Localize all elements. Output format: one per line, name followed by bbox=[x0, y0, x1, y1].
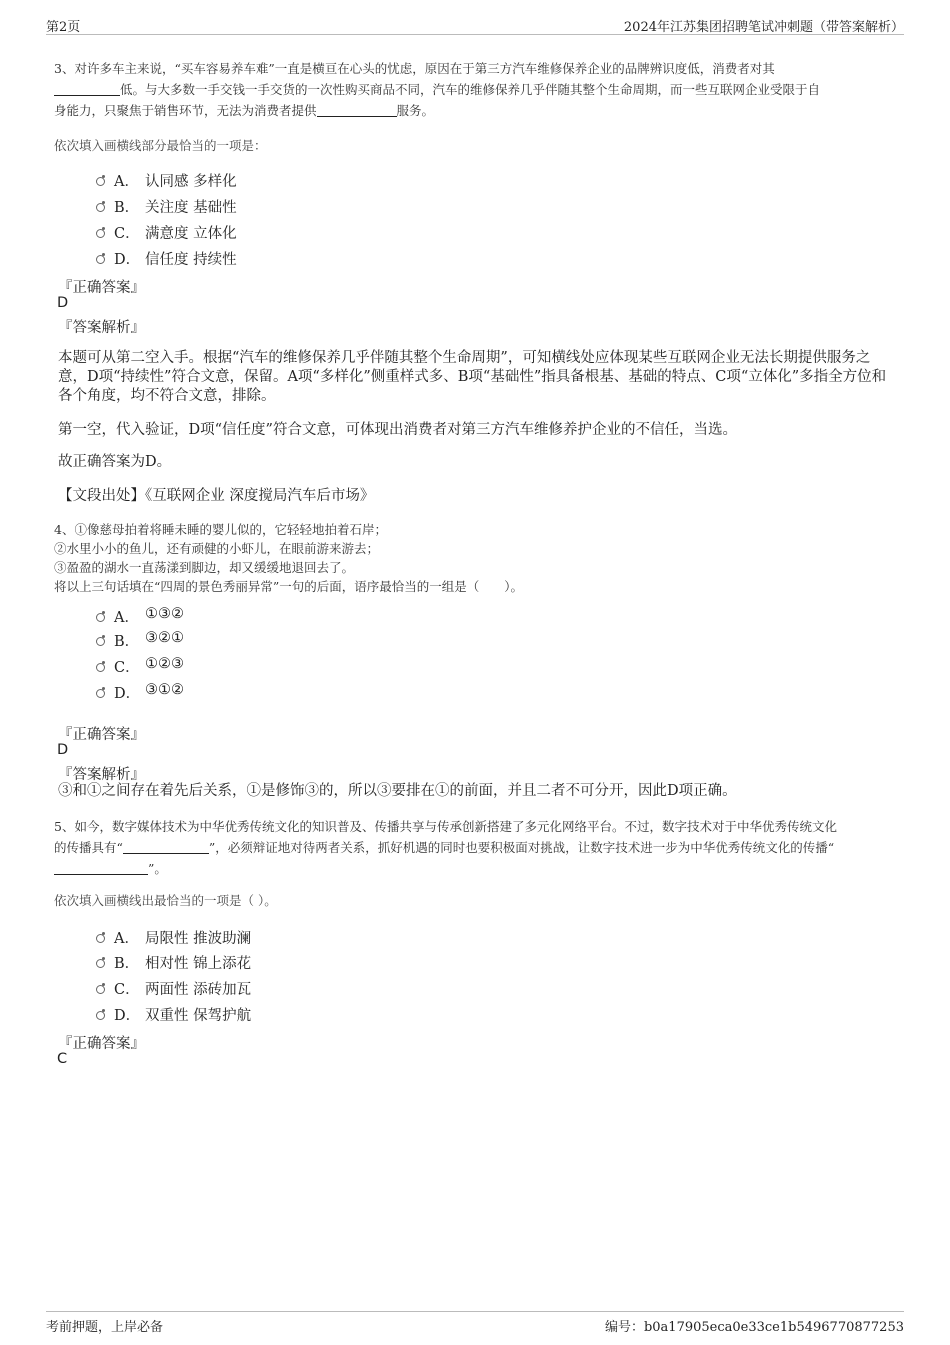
question-3-stem bbox=[54, 58, 894, 121]
question-4-line-3: ③盈盈的湖水一直荡漾到脚边，却又缓缓地退回去了。 bbox=[54, 560, 355, 575]
question-4-analysis: ③和①之间存在着先后关系，①是修饰③的，所以③要排在①的前面，并且二者不可分开，因此D项正确。 bbox=[58, 783, 737, 799]
fill-blank bbox=[123, 839, 209, 854]
question-3-source: 【文段出处】《互联网企业 深度搅局汽车后市场》 bbox=[58, 488, 375, 504]
question-3-answer-label: 『正确答案』 bbox=[58, 280, 145, 296]
question-4-answer-label: 『正确答案』 bbox=[58, 727, 145, 743]
radio-icon[interactable] bbox=[96, 255, 105, 264]
footer-slogan: 考前押题，上岸必备 bbox=[46, 1320, 164, 1335]
question-3-answer: D bbox=[57, 295, 69, 311]
page-number: 第2页 bbox=[46, 20, 81, 35]
question-4-line-2: ②水里小小的鱼儿，还有顽健的小虾儿，在眼前游来游去； bbox=[54, 541, 380, 556]
question-3-analysis-2: 第一空，代入验证，D项“信任度”符合文意，可体现出消费者对第三方汽车维修养护企业的不信任，当选。 bbox=[58, 422, 737, 438]
question-3-line-2: 低。与大多数一手交钱一手交货的一次性购买商品不同，汽车的维修保养几乎伴随其整个生命周期，而一些互联网企业受限于自 bbox=[54, 79, 894, 100]
question-4-analysis-label: 『答案解析』 bbox=[58, 767, 145, 783]
radio-icon[interactable] bbox=[96, 613, 105, 622]
question-5-stem bbox=[54, 816, 894, 879]
question-4-answer: D bbox=[57, 742, 69, 758]
radio-icon[interactable] bbox=[96, 934, 105, 943]
radio-icon[interactable] bbox=[96, 203, 105, 212]
question-3-analysis-label: 『答案解析』 bbox=[58, 320, 145, 336]
radio-icon[interactable] bbox=[96, 229, 105, 238]
question-3-instruction: 依次填入画横线部分最恰当的一项是： bbox=[54, 138, 267, 153]
radio-icon[interactable] bbox=[96, 985, 105, 994]
page-footer bbox=[46, 1311, 904, 1334]
question-5-answer: C bbox=[57, 1051, 68, 1067]
radio-icon[interactable] bbox=[96, 1011, 105, 1020]
radio-icon[interactable] bbox=[96, 637, 105, 646]
question-5-answer-label: 『正确答案』 bbox=[58, 1036, 145, 1052]
document-id: 编号：b0a17905eca0e33ce1b5496770877253 bbox=[604, 1320, 904, 1335]
question-3-line-3: 身能力，只聚焦于销售环节，无法为消费者提供 服务。 bbox=[54, 103, 435, 118]
fill-blank bbox=[54, 81, 120, 96]
question-5-line-1: 5、如今，数字媒体技术为中华优秀传统文化的知识普及、传播共享与传承创新搭建了多元化网络平台。不过，数字技术对于中华优秀传统文化 bbox=[54, 819, 837, 834]
radio-icon[interactable] bbox=[96, 663, 105, 672]
question-3-analysis-1: 本题可从第二空入手。根据“汽车的维修保养几乎伴随其整个生命周期”，可知横线处应体现某些互联网企业无法长期提供服务之意，D项“持续性”符合文意，保留。A项“多样化”侧重样式多、B项“基础性”指具备根基、基础的特点、C项“立体化”多指全方位和各个角度，均不符合文意，排除。 bbox=[58, 350, 887, 404]
question-4-line-4: 将以上三句话填在“四周的景色秀丽异常”一句的后面，语序最恰当的一组是（ ）。 bbox=[54, 579, 524, 594]
question-4-line-1: 4、①像慈母拍着将睡未睡的婴儿似的，它轻轻地拍着石岸； bbox=[54, 522, 387, 537]
question-5-line-3: ”。 bbox=[54, 858, 894, 879]
radio-icon[interactable] bbox=[96, 177, 105, 186]
radio-icon[interactable] bbox=[96, 689, 105, 698]
document-title: 2024年江苏集团招聘笔试冲刺题（带答案解析） bbox=[623, 20, 904, 35]
fill-blank bbox=[317, 102, 397, 117]
question-5-instruction: 依次填入画横线出最恰当的一项是（ ）。 bbox=[54, 893, 277, 908]
page-header bbox=[46, 14, 904, 35]
question-3-line-1: 3、对许多车主来说，“买车容易养车难”一直是横亘在心头的忧虑，原因在于第三方汽车维修保养企业的品牌辨识度低，消费者对其 bbox=[54, 61, 775, 76]
question-4-stem bbox=[54, 520, 894, 596]
fill-blank bbox=[54, 860, 148, 875]
question-5-line-2: 的传播具有“ ”，必须辩证地对待两者关系，抓好机遇的同时也要积极面对挑战，让数字技术进一步为中华优秀传统文化的传播“ bbox=[54, 840, 835, 855]
radio-icon[interactable] bbox=[96, 959, 105, 968]
question-3-analysis-3: 故正确答案为D。 bbox=[58, 454, 172, 470]
